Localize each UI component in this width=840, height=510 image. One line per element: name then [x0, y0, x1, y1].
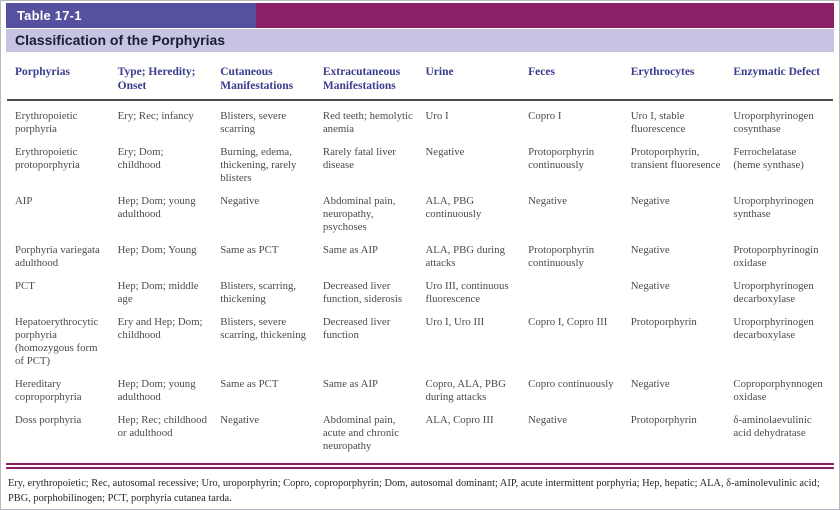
column-header-extracutaneous: Extracutaneous Manifestations — [322, 66, 401, 92]
table-cell: Porphyria variegata adulthood — [15, 244, 100, 269]
table-cell: Uroporphyrinogen decarboxylase — [733, 316, 814, 341]
table-cell: Uro III, continuous fluorescence — [425, 280, 509, 305]
table-cell: Negative — [630, 244, 670, 256]
table-cell: Hep; Dom; Young — [117, 244, 197, 256]
table-tag: Table 17-1 — [6, 3, 256, 28]
table-body — [1, 110, 839, 453]
table-cell: Coproporphynnogen oxidase — [733, 378, 823, 403]
table-cell: Ery; Dom; childhood — [117, 146, 164, 171]
table-cell: Abdominal pain, acute and chronic neuropathy — [322, 414, 400, 452]
table-cell: Red teeth; hemolytic anemia — [322, 110, 413, 135]
table-cell: Negative — [220, 414, 260, 426]
table-cell: Protoporphyrin continuously — [528, 146, 595, 171]
table-cell: Rarely fatal liver disease — [322, 146, 397, 171]
table-cell: Burning, edema, thickening, rarely blisters — [220, 146, 297, 184]
table-cell: Uro I — [425, 110, 449, 122]
table-cell: Negative — [425, 146, 465, 158]
table-cell: Same as PCT — [220, 244, 279, 256]
table-row — [7, 378, 833, 404]
table-cell: Same as PCT — [220, 378, 279, 390]
table-cell: Hereditary coproporphyria — [15, 378, 82, 403]
table-header-row — [7, 65, 833, 101]
table-cell: Uro I, Uro III — [425, 316, 485, 328]
table-row — [7, 414, 833, 453]
table-cell: Hepatoerythrocytic porphyria (homozygous form of PCT) — [15, 316, 99, 367]
table-cell: Protoporphyrin — [630, 316, 697, 328]
table-cell — [528, 280, 620, 306]
table-cell: Copro, ALA, PBG during attacks — [425, 378, 506, 403]
table-cell: Doss porphyria — [15, 414, 82, 426]
table-row — [7, 244, 833, 270]
table-cell: Blisters, severe scarring — [220, 110, 287, 135]
table-cell: Copro I, Copro III — [528, 316, 608, 328]
table-cell: Ferrochelatase (heme synthase) — [733, 146, 804, 171]
table-cell: Uroporphyrinogen cosynthase — [733, 110, 814, 135]
table-cell: Protoporphyrin, transient fluoresence — [630, 146, 721, 171]
table-tag-bar — [6, 3, 834, 28]
bottom-double-rule — [6, 463, 834, 469]
table-cell: Negative — [630, 280, 670, 292]
table-cell: Copro I — [528, 110, 562, 122]
table-cell: Same as AIP — [322, 378, 379, 390]
table-cell: Hep; Dom; young adulthood — [117, 195, 196, 220]
table-cell: Blisters, severe scarring, thickening — [220, 316, 306, 341]
table-cell: ALA, PBG during attacks — [425, 244, 505, 269]
table-cell: Ery; Rec; infancy — [117, 110, 194, 122]
table-cell: Hep; Rec; childhood or adulthood — [117, 414, 207, 439]
column-header-erythrocytes: Erythrocytes — [630, 66, 695, 78]
table-cell: Blisters, scarring, thickening — [220, 280, 297, 305]
table-cell: Decreased liver function — [322, 316, 391, 341]
column-header-type-heredity-onset: Type; Heredity; Onset — [117, 66, 196, 92]
table-cell: Uroporphyrinogen synthase — [733, 195, 814, 220]
table-cell: AIP — [15, 195, 33, 207]
column-header-porphyrias: Porphyrias — [15, 66, 70, 78]
column-header-urine: Urine — [425, 66, 454, 78]
table-cell: Decreased liver function, siderosis — [322, 280, 403, 305]
table-cell: Ery and Hep; Dom; childhood — [117, 316, 203, 341]
table-row — [7, 146, 833, 185]
table-cell: ALA, PBG continuously — [425, 195, 482, 220]
abbreviations-footnote: Ery, erythropoietic; Rec, autosomal recessive; Uro, uroporphyrin; Copro, coproporphyrin; Dom, autosomal dominant; AIP, acute intermittent porphyria; Hep, hepatic; ALA, δ-aminolevulinic acid; PBG, porphobilinogen; PCT, porphyria cutanea tarda. — [8, 478, 820, 504]
table-cell: ALA, Copro III — [425, 414, 494, 426]
table-cell: Negative — [528, 195, 568, 207]
table-cell: Protoporphyrinogin oxidase — [733, 244, 819, 269]
table-cell: Same as AIP — [322, 244, 379, 256]
table-cell: Negative — [630, 195, 670, 207]
table-cell: Negative — [630, 378, 670, 390]
table-cell: Uro I, stable fluorescence — [630, 110, 686, 135]
table-cell: Erythropoietic protoporphyria — [15, 146, 80, 171]
table-cell: Erythropoietic porphyria — [15, 110, 78, 135]
table-cell: Protoporphyrin continuously — [528, 244, 595, 269]
table-cell: δ-aminolaevulinic acid dehydratase — [733, 414, 812, 439]
table-cell: Hep; Dom; young adulthood — [117, 378, 196, 403]
table-row — [7, 280, 833, 306]
table-cell: Negative — [220, 195, 260, 207]
table-cell: Uroporphyrinogen decarboxylase — [733, 280, 814, 305]
tag-bar-fill — [256, 3, 834, 28]
table-cell: Protoporphyrin — [630, 414, 697, 426]
table-title: Classification of the Porphyrias — [6, 29, 834, 52]
table-row — [7, 110, 833, 136]
column-header-feces: Feces — [528, 66, 555, 78]
table-cell: Hep; Dom; middle age — [117, 280, 199, 305]
table-cell: Negative — [528, 414, 568, 426]
column-header-enzymatic-defect: Enzymatic Defect — [733, 66, 820, 78]
table-cell: PCT — [15, 280, 35, 292]
column-header-cutaneous: Cutaneous Manifestations — [220, 66, 294, 92]
table-cell: Abdominal pain, neuropathy, psychoses — [322, 195, 396, 233]
table-row — [7, 316, 833, 368]
table-cell: Copro continuously — [528, 378, 614, 390]
table-row — [7, 195, 833, 234]
